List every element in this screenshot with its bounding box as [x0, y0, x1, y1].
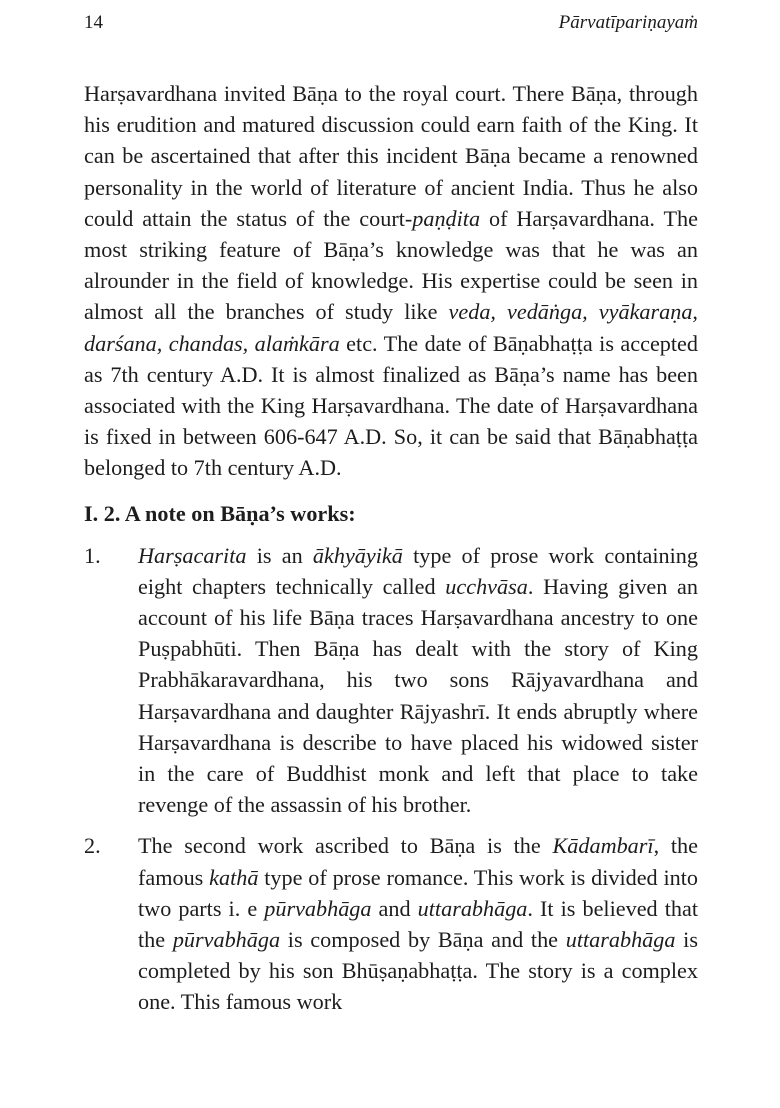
intro-paragraph — [84, 78, 698, 484]
book-page — [84, 0, 698, 1028]
text-segment-italic: pūrvabhāga — [264, 895, 372, 921]
text-segment-italic: pūrvabhāga — [172, 927, 281, 953]
text-segment: . Having given an account of his life Bāṇa traces Harṣavardhana ancestry to one Puṣpabhūti. Then Bāṇa has dealt with the story of King Prabhākaravardhana, his two sons Rājyavardhana and Harṣavardhana and daughter Rājyashrī. It ends abruptly where Harṣavardhana is describe to have placed his widowed sister in the care of Buddhist monk and left that place to take revenge of the assassin of his brother. — [138, 573, 698, 818]
text-segment: is completed by his son Bhūṣaṇabhaṭṭa. The story is a complex one. This famous work — [138, 927, 698, 1015]
text-segment-italic: ākhyāyikā — [312, 542, 403, 568]
list-item-number: 1. — [84, 542, 101, 568]
text-segment-italic: veda, vedāṅga, vyākaraṇa, darśana, chandas, alaṁkāra — [84, 299, 698, 356]
book-title: Pārvatīpariṇayaṁ — [558, 12, 698, 33]
text-segment: etc. The date of Bāṇabhaṭṭa is accepted as 7th century A.D. It is almost finalized as Bāṇa’s name has been associated with the King Harṣavardhana. The date of Harṣavardhana is fixed in between 606-647 A.D. So, it can be said that Bāṇabhaṭṭa belonged to 7th century A.D. — [84, 330, 698, 481]
works-list — [84, 540, 698, 1018]
text-segment: type of prose work containing eight chapters technically called — [138, 542, 698, 599]
text-segment: Harṣavardhana invited Bāṇa to the royal court. There Bāṇa, through his erudition and matured discussion could earn faith of the King. It can be ascertained that after this incident Bāṇa became a renowned personality in the world of literature of ancient India. Thus he also could attain the status of the court- — [84, 81, 698, 231]
text-segment: is composed by Bāṇa and the — [280, 927, 566, 953]
list-item-number: 2. — [84, 833, 101, 859]
text-segment-italic: kathā — [209, 864, 259, 890]
list-item-text — [138, 830, 698, 1017]
text-segment-italic: paṇḍita — [412, 205, 481, 231]
text-segment-italic: Harṣacarita — [138, 542, 247, 568]
list-item-text — [138, 540, 698, 821]
section-heading: I. 2. A note on Bāṇa’s works: — [84, 500, 356, 526]
text-segment: and — [371, 895, 418, 921]
page-number: 14 — [84, 12, 103, 33]
text-segment: , the famous — [138, 833, 698, 890]
text-segment: type of prose romance. This work is divided into two parts i. e — [138, 864, 698, 921]
text-segment: of Harṣavardhana. The most striking feature of Bāṇa’s knowledge was that he was an alrounder in the field of knowledge. His expertise could be seen in almost all the branches of study like — [84, 205, 698, 325]
text-segment-italic: Kādambarī — [552, 833, 654, 859]
text-segment-italic: ucchvāsa — [445, 573, 528, 599]
text-segment: The second work ascribed to Bāṇa is the — [138, 833, 553, 859]
text-segment-italic: uttarabhāga — [417, 895, 528, 921]
list-item — [84, 540, 698, 821]
text-segment: is an — [246, 542, 313, 568]
text-segment-italic: uttarabhāga — [565, 927, 676, 953]
running-header — [84, 12, 698, 42]
text-segment: . It is believed that the — [138, 895, 698, 953]
list-item — [84, 830, 698, 1017]
